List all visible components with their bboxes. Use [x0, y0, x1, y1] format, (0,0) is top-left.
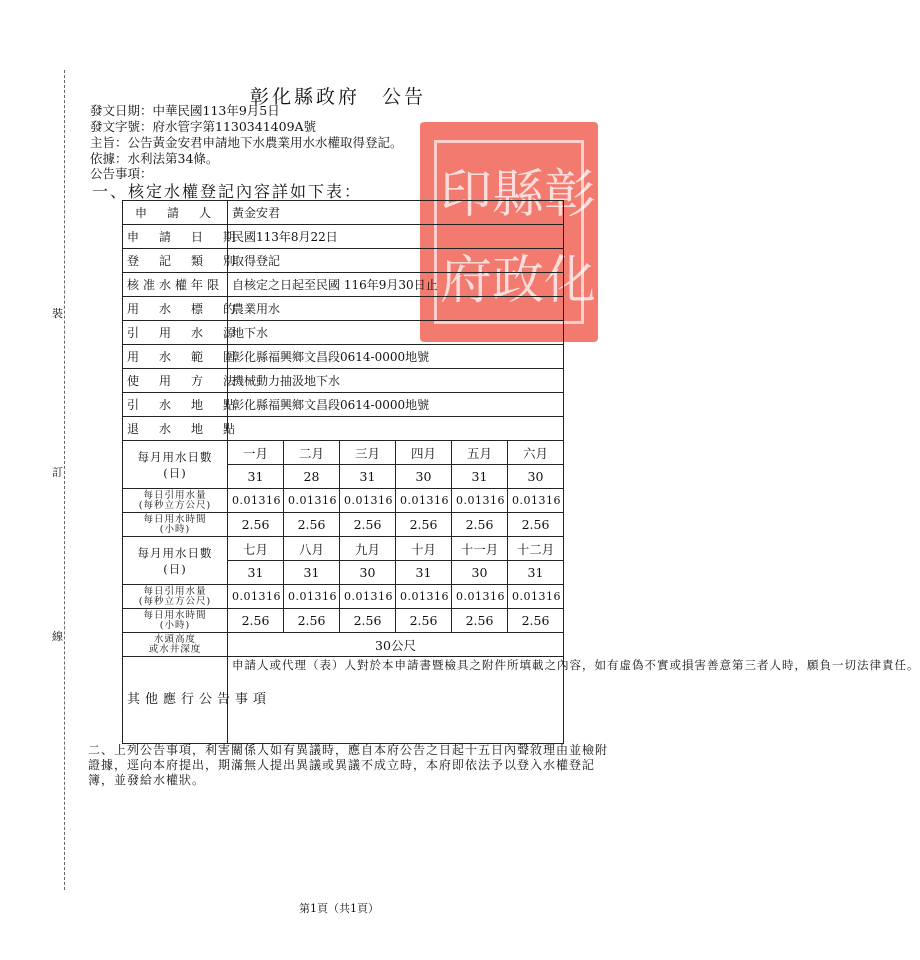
rate-cell: 0.01316 — [340, 489, 396, 513]
seal-glyph: 彰 — [544, 164, 597, 225]
rate-cell: 0.01316 — [508, 489, 564, 513]
rate-unit-text: (每秒立方公尺) — [138, 595, 212, 607]
days-cell: 31 — [228, 465, 284, 489]
other-items-text: 申請人或代理（表）人對於本申請書暨檢具之附件所填載之內容，如有虛偽不實或損害善意第三者人時，願負一切法律責任。 — [228, 657, 564, 744]
rate-cell: 0.01316 — [228, 489, 284, 513]
days-label-text: 每月用水日數 — [137, 545, 213, 560]
rate-unit-text: (每秒立方公尺) — [138, 499, 212, 511]
row-label: 使 用 方 法 — [123, 369, 228, 393]
hours-cell: 2.56 — [228, 513, 284, 537]
month-header: 一月 — [228, 441, 284, 465]
hours-cell: 2.56 — [340, 609, 396, 633]
registration-table — [122, 200, 920, 744]
seal-glyph: 府 — [440, 250, 493, 311]
hours-cell: 2.56 — [228, 609, 284, 633]
month-header: 三月 — [340, 441, 396, 465]
days-label — [123, 441, 228, 489]
month-header: 二月 — [284, 441, 340, 465]
row-value: 地下水 — [228, 321, 564, 345]
hours-label-text: 每日用水時間 — [143, 609, 207, 621]
table-row — [123, 225, 564, 249]
table-row — [123, 297, 564, 321]
month-header: 七月 — [228, 537, 284, 561]
hours-cell: 2.56 — [396, 513, 452, 537]
row-value — [228, 417, 564, 441]
hours-cell: 2.56 — [508, 609, 564, 633]
days-cell: 30 — [452, 561, 508, 585]
row-label: 申 請 日 期 — [123, 225, 228, 249]
rate-label — [123, 585, 228, 609]
table-row — [123, 249, 564, 273]
announcement-items-label: 公告事項： — [90, 166, 153, 181]
hours-cell: 2.56 — [340, 513, 396, 537]
days-cell: 30 — [396, 465, 452, 489]
days-unit-text: (日) — [163, 561, 187, 576]
rate-cell: 0.01316 — [340, 585, 396, 609]
rate-label — [123, 489, 228, 513]
head-height-label-text: 水頭高度 — [153, 633, 196, 645]
subject: 主旨：公告黃金安君申請地下水農業用水水權取得登記。 — [90, 135, 403, 150]
row-label: 引 用 水 源 — [123, 321, 228, 345]
row-label: 引 水 地 點 — [123, 393, 228, 417]
row-label: 核准水權年限 — [123, 273, 228, 297]
hours-label — [123, 609, 228, 633]
rate-cell: 0.01316 — [396, 489, 452, 513]
hours-label — [123, 513, 228, 537]
rate-cell: 0.01316 — [228, 585, 284, 609]
rate-cell: 0.01316 — [284, 585, 340, 609]
days-cell: 31 — [452, 465, 508, 489]
row-value: 彰化縣福興鄉文昌段0614-0000地號 — [228, 393, 564, 417]
table-row — [123, 321, 564, 345]
page-number: 第1頁（共1頁） — [299, 902, 379, 915]
month-header: 四月 — [396, 441, 452, 465]
section-2-text: 二、上列公告事項，利害關係人如有異議時，應自本府公告之日起十五日內聲敘理由並檢附證據，逕向本府提出，期滿無人提出異議或異議不成立時，本府即依法予以登入水權登記簿，並發給水權狀。 — [88, 743, 609, 787]
row-label: 申 請 人 — [123, 201, 228, 225]
days-cell: 31 — [228, 561, 284, 585]
head-height-label — [123, 633, 228, 657]
binding-mark: 裝 — [52, 307, 63, 320]
month-header: 九月 — [340, 537, 396, 561]
seal-glyph: 政 — [492, 250, 545, 311]
table-row — [123, 201, 564, 225]
rate-cell: 0.01316 — [396, 585, 452, 609]
page-title: 彰化縣政府 公告 — [250, 86, 427, 108]
well-depth-label-text: 或水井深度 — [148, 643, 202, 655]
row-value: 黃金安君 — [228, 201, 564, 225]
month-header: 五月 — [452, 441, 508, 465]
hours-cell: 2.56 — [284, 513, 340, 537]
days-unit-text: (日) — [163, 465, 187, 480]
issue-number: 發文字號：府水管字第1130341409A號 — [90, 119, 317, 134]
hours-cell: 2.56 — [452, 609, 508, 633]
days-cell: 31 — [508, 561, 564, 585]
row-label: 用 水 標 的 — [123, 297, 228, 321]
basis: 依據：水利法第34條。 — [90, 151, 219, 166]
table-row — [123, 369, 564, 393]
row-label: 登 記 類 別 — [123, 249, 228, 273]
rate-label-text: 每日引用水量 — [143, 489, 207, 501]
issue-date: 發文日期：中華民國113年9月5日 — [90, 103, 280, 118]
table-row — [123, 345, 564, 369]
rate-cell: 0.01316 — [452, 489, 508, 513]
table-row — [123, 417, 564, 441]
days-cell: 28 — [284, 465, 340, 489]
hours-cell: 2.56 — [396, 609, 452, 633]
seal-glyph: 化 — [544, 250, 597, 311]
table-row — [123, 393, 564, 417]
month-header: 十一月 — [452, 537, 508, 561]
month-header: 十二月 — [508, 537, 564, 561]
rate-cell: 0.01316 — [508, 585, 564, 609]
binding-mark: 訂 — [52, 466, 63, 479]
days-cell: 31 — [396, 561, 452, 585]
month-header: 十月 — [396, 537, 452, 561]
rate-cell: 0.01316 — [284, 489, 340, 513]
row-label: 退 水 地 點 — [123, 417, 228, 441]
other-items-label: 其他應行公告事項 — [123, 657, 228, 744]
rate-cell: 0.01316 — [452, 585, 508, 609]
days-label — [123, 537, 228, 585]
month-header: 六月 — [508, 441, 564, 465]
days-label-text: 每月用水日數 — [137, 449, 213, 464]
row-label: 用 水 範 圍 — [123, 345, 228, 369]
row-value: 取得登記 — [228, 249, 564, 273]
binding-mark: 線 — [52, 630, 63, 643]
hours-cell: 2.56 — [508, 513, 564, 537]
section-1-title: 一、核定水權登記內容詳如下表： — [92, 182, 363, 201]
row-value: 民國113年8月22日 — [228, 225, 564, 249]
hours-unit-text: (小時) — [159, 523, 191, 535]
month-header: 八月 — [284, 537, 340, 561]
hours-unit-text: (小時) — [159, 619, 191, 631]
seal-glyph: 印 — [440, 164, 493, 225]
days-cell: 31 — [340, 465, 396, 489]
seal-glyph: 縣 — [492, 164, 545, 225]
row-value: 農業用水 — [228, 297, 564, 321]
hours-cell: 2.56 — [452, 513, 508, 537]
row-value: 自核定之日起至民國 116年9月30日止 — [228, 273, 564, 297]
rate-label-text: 每日引用水量 — [143, 585, 207, 597]
days-cell: 31 — [284, 561, 340, 585]
binding-line — [64, 70, 65, 890]
row-value: 機械動力抽汲地下水 — [228, 369, 564, 393]
head-height-value: 30公尺 — [228, 633, 564, 657]
hours-cell: 2.56 — [284, 609, 340, 633]
table-row — [123, 273, 564, 297]
days-cell: 30 — [508, 465, 564, 489]
hours-label-text: 每日用水時間 — [143, 513, 207, 525]
days-cell: 30 — [340, 561, 396, 585]
row-value: 彰化縣福興鄉文昌段0614-0000地號 — [228, 345, 564, 369]
